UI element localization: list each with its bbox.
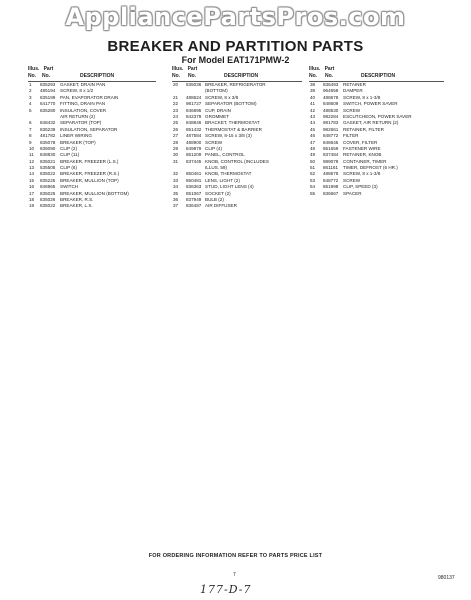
- part-number: 848432: [40, 120, 56, 126]
- illus-number: 55: [310, 190, 316, 196]
- illus-number: 5: [29, 107, 32, 113]
- part-description: SEPARATOR (BOTTOM): [205, 101, 257, 107]
- part-description: SCREW, 8 x 1-3/8: [343, 171, 381, 177]
- header-illus-part: Illus. Part: [309, 66, 335, 72]
- part-number: 846965: [40, 184, 56, 190]
- illus-number: 16: [29, 184, 35, 190]
- part-description: CLIP (11): [60, 152, 80, 158]
- header-part-no: No.: [188, 73, 197, 79]
- part-number: 835225: [40, 177, 56, 183]
- parts-list: [172, 82, 302, 210]
- document-number: 980137: [438, 575, 455, 581]
- part-description: SWITCH: [60, 184, 79, 190]
- part-description: KNOB, CONTROL (INCLUDES: [205, 158, 269, 164]
- illus-number: 9: [29, 139, 32, 145]
- part-number: 836487: [186, 203, 202, 209]
- column-header: [28, 64, 156, 81]
- part-number: 488530: [323, 107, 339, 113]
- part-description: CLIP (6): [60, 165, 78, 171]
- illus-number: 21: [173, 94, 179, 100]
- page-title: BREAKER AND PARTITION PARTS: [107, 38, 364, 55]
- illus-number: 42: [310, 107, 316, 113]
- part-number: 837445: [186, 158, 202, 164]
- illus-number: 34: [173, 184, 179, 190]
- illus-number: 27: [173, 133, 179, 139]
- part-number: 851067: [186, 190, 202, 196]
- part-description: GASKET, AIR RETURN (2): [343, 120, 399, 126]
- part-number: 488678: [323, 94, 339, 100]
- part-description: BREAKER (TOP): [60, 139, 96, 145]
- parts-list: [309, 82, 444, 197]
- part-description: GROMMET: [205, 113, 229, 119]
- illus-number: 7: [29, 126, 32, 132]
- illus-number: 4: [29, 101, 32, 107]
- part-number: 981783: [323, 120, 339, 126]
- part-description: INSULATION, COVER: [60, 107, 107, 113]
- illus-number: 30: [173, 152, 179, 158]
- part-description: SCREW, 8 x 3/8: [205, 94, 239, 100]
- part-description: SCREW, 8 x 1/2: [60, 88, 94, 94]
- illus-number: 31: [173, 158, 179, 164]
- part-description: TIMER, DEFROST (6 HR.): [343, 165, 398, 171]
- header-part-no: No.: [325, 73, 334, 79]
- ordering-info-footer: FOR ORDERING INFORMATION REFER TO PARTS PRICE LIST: [148, 553, 323, 559]
- illus-number: 28: [173, 139, 179, 145]
- part-description: THERMOSTAT & BARRIER: [205, 126, 262, 132]
- illus-number: 36: [173, 197, 179, 203]
- parts-column-2: [172, 64, 302, 210]
- part-description: SOCKET (2): [205, 190, 231, 196]
- header-illus-part: Illus. Part: [28, 66, 54, 72]
- part-description: BRACKET, THERMOSTAT: [205, 120, 260, 126]
- illus-number: 29: [173, 145, 179, 151]
- part-description: BULB (2): [205, 197, 224, 203]
- illus-number: 51: [310, 165, 316, 171]
- part-number: 836363: [186, 184, 202, 190]
- illus-number: 40: [310, 94, 316, 100]
- illus-number: 39: [310, 88, 316, 94]
- part-number: 851998: [323, 184, 339, 190]
- part-description: SPACER: [343, 190, 362, 196]
- part-number: 837949: [186, 197, 202, 203]
- part-description: ESCUTCHEON, POWER SAVER: [343, 113, 412, 119]
- illus-number: 12: [29, 158, 35, 164]
- part-description: SCREW, 8-15 x 3/8 (3): [205, 133, 252, 139]
- part-description: SWITCH, POWER SAVER: [343, 101, 398, 107]
- part-number: 835022: [40, 171, 56, 177]
- illus-number: 8: [29, 133, 32, 139]
- parts-list: [28, 82, 156, 210]
- illus-number: 37: [173, 203, 179, 209]
- illus-number: 48: [310, 145, 316, 151]
- part-description: CONTAINER, TIMER: [343, 158, 387, 164]
- part-number: 835022: [40, 203, 56, 209]
- part-description: AIR RETURN (2): [60, 113, 95, 119]
- part-number: 851432: [186, 126, 202, 132]
- handwritten-note: 177-D-7: [200, 583, 252, 596]
- part-number: 861161: [323, 165, 338, 171]
- part-number: 981727: [186, 101, 202, 107]
- illus-number: 54: [310, 184, 316, 190]
- part-number: 481782: [40, 133, 56, 139]
- parts-column-1: [28, 64, 156, 210]
- part-number: 488624: [186, 94, 202, 100]
- illus-number: 26: [173, 126, 179, 132]
- part-number: 835293: [40, 82, 56, 87]
- part-description: LINER WIRING: [60, 133, 92, 139]
- column-header: [309, 64, 444, 81]
- illus-number: 22: [173, 101, 179, 107]
- parts-column-3: [309, 64, 444, 197]
- part-number: 848846: [186, 120, 202, 126]
- part-row: [172, 203, 302, 209]
- part-number: 835026: [40, 197, 56, 203]
- part-row: [28, 203, 156, 209]
- illus-number: 46: [310, 133, 316, 139]
- part-number: 835199: [40, 94, 56, 100]
- part-number: 850461: [186, 171, 202, 177]
- part-description: RETAINER, KNOB: [343, 152, 382, 158]
- part-number: 835025: [40, 190, 56, 196]
- part-description: BREAKER, FREEZER (R.S.): [60, 171, 120, 177]
- part-number: 641770: [40, 101, 56, 107]
- part-number: 848830: [40, 152, 56, 158]
- illus-number: 11: [29, 152, 34, 158]
- illus-number: 25: [173, 120, 179, 126]
- illus-number: 1: [29, 82, 32, 87]
- part-description: CUP, DRAIN: [205, 107, 231, 113]
- illus-number: 49: [310, 152, 316, 158]
- part-description: BREAKER, L.S.: [60, 203, 93, 209]
- illus-number: 18: [29, 197, 35, 203]
- header-no: No.: [28, 73, 37, 79]
- part-description: FASTENER WIRE: [343, 145, 381, 151]
- part-number: 835239: [40, 126, 56, 132]
- part-description: RETAINER: [343, 82, 366, 87]
- part-description: GASKET, DRAIN PAN: [60, 82, 106, 87]
- part-number: 836090: [40, 145, 56, 151]
- part-number: 488678: [323, 171, 339, 177]
- part-description: SCREW, 8 x 1-3/8: [343, 94, 381, 100]
- part-number: 835078: [40, 139, 56, 145]
- header-description: DESCRIPTION: [361, 73, 396, 79]
- part-description: INSULATION, SEPARATOR: [60, 126, 118, 132]
- watermark-text: AppliancePartsPros.com: [65, 3, 406, 31]
- part-number: 861209: [186, 152, 202, 158]
- part-description: (BOTTOM): [205, 88, 228, 94]
- illus-number: 2: [29, 88, 32, 94]
- page-number: 7: [233, 572, 236, 578]
- part-description: CLIP (4): [205, 145, 223, 151]
- part-number: 485194: [40, 88, 56, 94]
- illus-number: 20: [173, 82, 179, 87]
- header-description: DESCRIPTION: [224, 73, 259, 79]
- column-header: [172, 64, 302, 81]
- illus-number: 14: [29, 171, 35, 177]
- part-number: 836493: [323, 82, 339, 87]
- part-number: 848772: [323, 133, 339, 139]
- illus-number: 53: [310, 177, 316, 183]
- header-description: DESCRIPTION: [80, 73, 115, 79]
- part-number: 989079: [323, 158, 339, 164]
- part-description: SCREW: [343, 107, 361, 113]
- illus-number: 17: [29, 190, 35, 196]
- illus-number: 44: [310, 120, 316, 126]
- part-description: DAMPER: [343, 88, 363, 94]
- part-description: SCREW: [343, 177, 361, 183]
- part-description: CLIP (2): [60, 145, 78, 151]
- illus-number: 45: [310, 126, 316, 132]
- illus-number: 52: [310, 171, 316, 177]
- part-number: 835280: [40, 107, 56, 113]
- part-number: 488900: [186, 139, 202, 145]
- model-subtitle: For Model EAT171PMW-2: [181, 55, 290, 65]
- header-part-no: No.: [42, 73, 51, 79]
- part-number: 982661: [323, 126, 339, 132]
- part-number: 535505: [40, 165, 56, 171]
- illus-number: 10: [29, 145, 35, 151]
- part-description: ILLUS. 59): [205, 165, 227, 171]
- part-description: CLIP, SPEED (3): [343, 184, 378, 190]
- part-number: 836667: [323, 190, 339, 196]
- illus-number: 3: [29, 94, 32, 100]
- part-description: RETAINER, FILTER: [343, 126, 384, 132]
- illus-number: 19: [29, 203, 35, 209]
- part-description: PAN, EVAPORATOR DRAIN: [60, 94, 119, 100]
- part-number: 849879: [186, 145, 202, 151]
- illus-number: 50: [310, 158, 316, 164]
- part-description: SEPARATOR (TOP): [60, 120, 102, 126]
- part-number: 850481: [186, 177, 202, 183]
- watermark-banner: [0, 0, 471, 34]
- part-description: PANEL, CONTROL: [205, 152, 245, 158]
- part-description: COVER, FILTER: [343, 139, 378, 145]
- part-number: 848609: [323, 101, 339, 107]
- illus-number: 47: [310, 139, 316, 145]
- illus-number: 32: [173, 171, 179, 177]
- header-no: No.: [172, 73, 181, 79]
- part-number: 846895: [186, 107, 202, 113]
- part-description: AIR DIFFUSER: [205, 203, 237, 209]
- illus-number: 43: [310, 113, 316, 119]
- part-description: STUD, LIGHT LENS (4): [205, 184, 254, 190]
- part-number: 982284: [323, 113, 339, 119]
- part-description: FILTER: [343, 133, 359, 139]
- illus-number: 6: [29, 120, 32, 126]
- illus-number: 24: [173, 113, 179, 119]
- part-description: BREAKER, FREEZER (L.S.): [60, 158, 119, 164]
- part-description: BREAKER, R.S.: [60, 197, 94, 203]
- illus-number: 23: [173, 107, 179, 113]
- part-number: 487584: [186, 133, 202, 139]
- part-number: 837484: [323, 152, 339, 158]
- part-description: LENS, LIGHT (2): [205, 177, 240, 183]
- part-description: BREAKER, MULLION (BOTTOM): [60, 190, 129, 196]
- part-number: 851659: [323, 145, 339, 151]
- header-illus-part: Illus. Part: [172, 66, 198, 72]
- part-number: 842379: [186, 113, 202, 119]
- illus-number: 13: [29, 165, 35, 171]
- illus-number: 38: [310, 82, 316, 87]
- part-number: 848772: [323, 177, 339, 183]
- part-number: 835036: [186, 82, 202, 87]
- part-number: 848645: [323, 139, 339, 145]
- part-number: 835021: [40, 158, 56, 164]
- part-number: 964658: [323, 88, 339, 94]
- part-description: BREAKER, REFRIGERATOR: [205, 82, 266, 87]
- illus-number: 41: [310, 101, 316, 107]
- part-description: FITTING, DRAIN PAN: [60, 101, 106, 107]
- part-description: BREAKER, MULLION (TOP): [60, 177, 119, 183]
- illus-number: 33: [173, 177, 179, 183]
- illus-number: 15: [29, 177, 35, 183]
- part-description: SCREW: [205, 139, 223, 145]
- header-no: No.: [309, 73, 318, 79]
- illus-number: 35: [173, 190, 179, 196]
- part-row: [309, 191, 444, 197]
- part-description: KNOB, THERMOSTAT: [205, 171, 252, 177]
